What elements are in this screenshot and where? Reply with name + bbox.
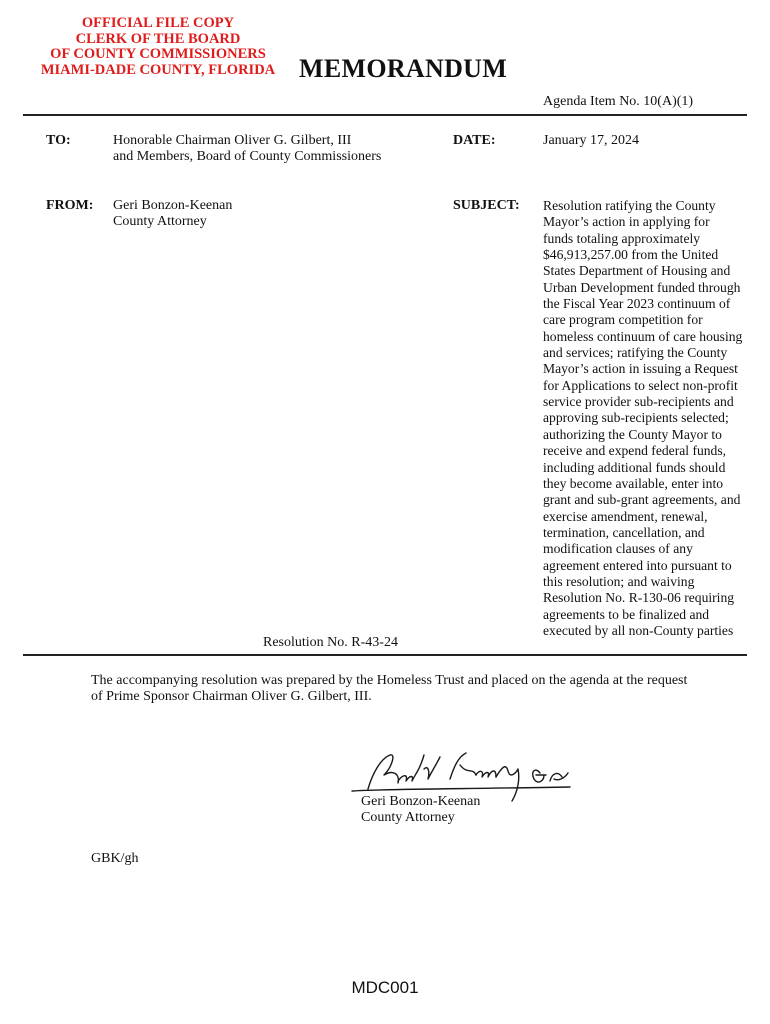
- subject-line: approving sub-recipients selected;: [543, 410, 729, 426]
- subject-line: Mayor’s action in applying for: [543, 214, 710, 230]
- subject-text: [543, 198, 748, 639]
- subject-line: modification clauses of any: [543, 541, 693, 557]
- subject-line: agreements to be finalized and: [543, 606, 710, 622]
- subject-line: $46,913,257.00 from the United: [543, 247, 719, 263]
- subject-line: funds totaling approximately: [543, 230, 701, 246]
- memo-title: MEMORANDUM: [299, 54, 508, 83]
- to-label: TO:: [46, 133, 71, 148]
- subject-line: grant and sub-grant agreements, and: [543, 492, 741, 508]
- subject-line: Mayor’s action in issuing a Request: [543, 361, 738, 377]
- signer-title: County Attorney: [361, 810, 455, 826]
- from-line: County Attorney: [113, 214, 207, 230]
- date-value: January 17, 2024: [543, 133, 640, 148]
- subject-label: SUBJECT:: [453, 198, 520, 213]
- body-divider: [23, 654, 747, 656]
- body-line: The accompanying resolution was prepared by the Homeless Trust and placed on the agenda at the request: [91, 673, 688, 688]
- header-divider: [23, 114, 747, 116]
- subject-line: homeless continuum of care housing: [543, 328, 743, 344]
- stamp-line: OFFICIAL FILE COPY: [81, 15, 235, 31]
- subject-line: exercise amendment, renewal,: [543, 508, 708, 524]
- subject-line: termination, cancellation, and: [543, 524, 705, 540]
- subject-line: Resolution ratifying the County: [543, 198, 716, 213]
- to-line: Honorable Chairman Oliver G. Gilbert, III: [113, 133, 352, 148]
- to-recipients: [113, 133, 381, 166]
- from-sender: [113, 198, 232, 231]
- subject-line: agreement entered into pursuant to: [543, 557, 732, 573]
- subject-line: Resolution No. R-130-06 requiring: [543, 590, 735, 606]
- stamp-line: MIAMI-DADE COUNTY, FLORIDA: [40, 61, 276, 78]
- subject-line: States Department of Housing and: [543, 263, 731, 279]
- subject-line: they become available, enter into: [543, 475, 724, 491]
- subject-line: and services; ratifying the County: [543, 345, 728, 361]
- resolution-number: Resolution No. R-43-24: [263, 635, 398, 650]
- official-file-copy-stamp: [30, 16, 286, 78]
- date-label: DATE:: [453, 133, 496, 148]
- subject-line: receive and expend federal funds,: [543, 443, 727, 459]
- body-line: of Prime Sponsor Chairman Oliver G. Gilbert, III.: [91, 689, 372, 705]
- signer-name: Geri Bonzon-Keenan: [361, 794, 481, 809]
- subject-line: the Fiscal Year 2023 continuum of: [543, 296, 731, 312]
- subject-line: for Applications to select non-profit: [543, 377, 738, 393]
- subject-line: executed by all non-County parties: [543, 622, 734, 638]
- memo-body: [91, 673, 711, 706]
- subject-line: including additional funds should: [543, 459, 726, 475]
- stamp-line: CLERK OF THE BOARD: [75, 30, 241, 47]
- from-label: FROM:: [46, 198, 94, 213]
- from-line: Geri Bonzon-Keenan: [113, 198, 233, 213]
- subject-line: authorizing the County Mayor to: [543, 426, 722, 442]
- subject-line: Urban Development funded through: [543, 279, 741, 295]
- typist-initials: GBK/gh: [91, 851, 139, 866]
- document-code: MDC001: [351, 978, 419, 997]
- subject-line: this resolution; and waiving: [543, 573, 695, 589]
- subject-line: care program competition for: [543, 312, 703, 328]
- agenda-item-number: Agenda Item No. 10(A)(1): [543, 94, 694, 109]
- to-line: and Members, Board of County Commissioners: [113, 149, 382, 165]
- subject-line: service provider sub-recipients and: [543, 394, 734, 410]
- signature-block: [361, 794, 480, 827]
- stamp-line: OF COUNTY COMMISSIONERS: [50, 46, 266, 62]
